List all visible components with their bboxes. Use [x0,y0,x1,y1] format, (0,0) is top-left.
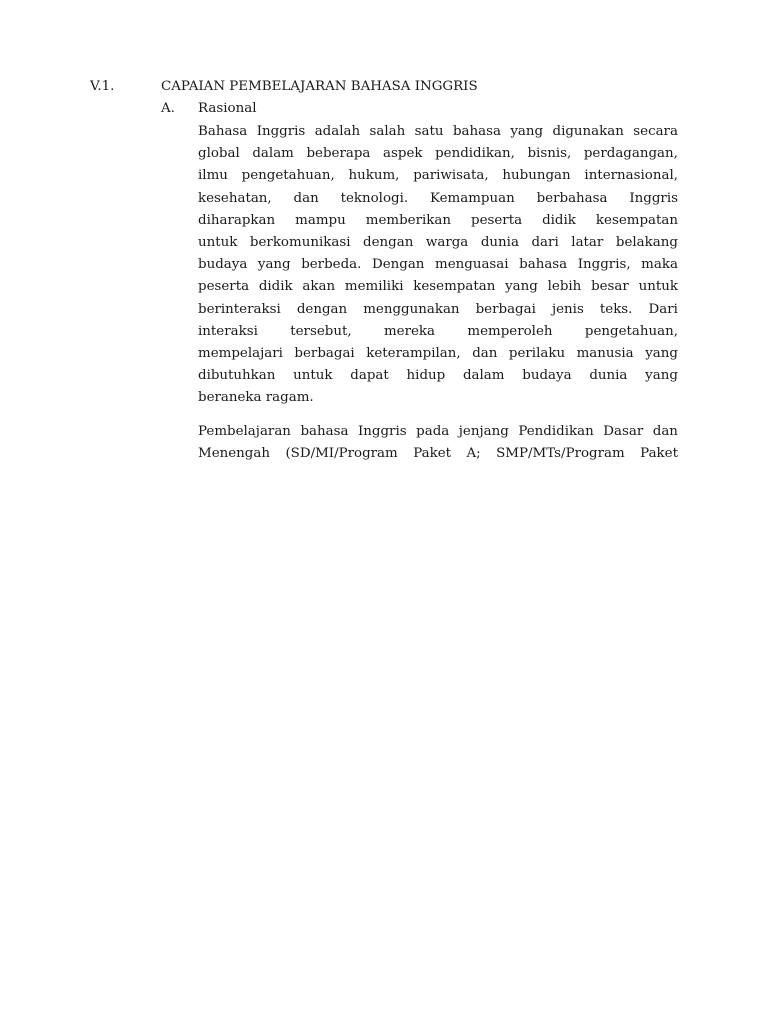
section-title: CAPAIAN PEMBELAJARAN BAHASA INGGRIS [161,79,478,94]
section-number: V.1. [90,79,115,94]
subsection-letter: A. [161,101,175,116]
text-line: diharapkan mampu memberikan peserta didik kesempatan [198,212,678,228]
text-line: Pembelajaran bahasa Inggris pada jenjang Pendidikan Dasar dan [198,424,678,439]
text-line: global dalam beberapa aspek pendidikan, bisnis, perdagangan, [198,146,678,162]
text-line: Menengah (SD/MI/Program Paket A; SMP/MTs/Program Paket [198,446,678,462]
text-line: peserta didik akan memiliki kesempatan yang lebih besar untuk [198,279,678,295]
text-line: Bahasa Inggris adalah salah satu bahasa yang digunakan secara [198,124,678,139]
text-line: interaksi tersebut, mereka memperoleh pengetahuan, [198,323,678,339]
text-line: beraneka ragam. [198,390,314,406]
text-line: kesehatan, dan teknologi. Kemampuan berbahasa Inggris [198,190,678,206]
text-line: mempelajari berbagai keterampilan, dan perilaku manusia yang [198,346,678,361]
text-line: dibutuhkan untuk dapat hidup dalam budaya dunia yang [198,368,678,384]
text-line: berinteraksi dengan menggunakan berbagai jenis teks. Dari [198,301,678,317]
text-line: untuk berkomunikasi dengan warga dunia dari latar belakang [198,235,678,250]
subsection-title: Rasional [198,101,257,116]
text-line: ilmu pengetahuan, hukum, pariwisata, hubungan internasional, [198,168,678,184]
text-line: budaya yang berbeda. Dengan menguasai bahasa Inggris, maka [198,257,678,273]
